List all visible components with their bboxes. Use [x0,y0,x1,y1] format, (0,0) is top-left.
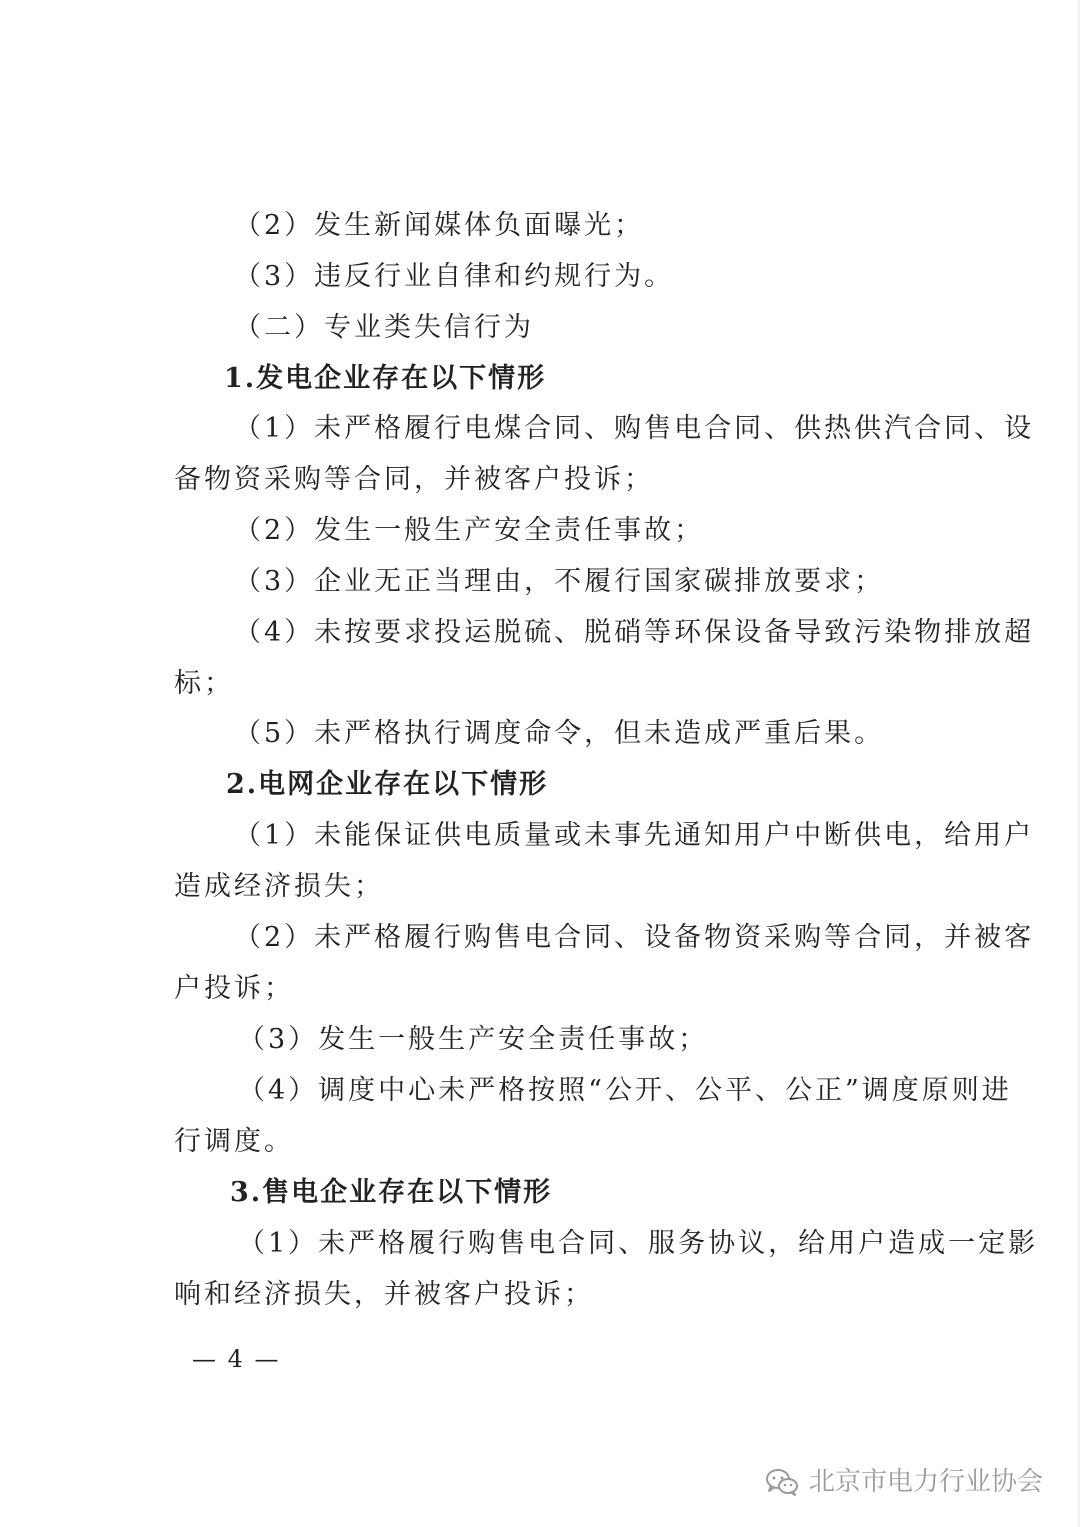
watermark [765,1465,1043,1499]
section-heading: 1.发电企业存在以下情形 [224,363,547,394]
text-line: （1）未严格履行购售电合同、服务协议，给用户造成一定影 [238,1228,1039,1259]
text-line: （1）未能保证供电质量或未事先通知用户中断供电，给用户 [234,820,1035,851]
text-line: （2）未严格履行购售电合同、设备物资采购等合同，并被客 [234,922,1035,953]
text-line: （3）发生一般生产安全责任事故； [238,1024,709,1055]
text-line: （4）未按要求投运脱硫、脱硝等环保设备导致污染物排放超 [234,617,1035,648]
text-line: （3）企业无正当理由，不履行国家碳排放要求； [234,566,885,597]
text-line: （1）未严格履行电煤合同、购售电合同、供热供汽合同、设 [234,413,1035,444]
text-line: 造成经济损失； [174,871,384,902]
text-line: （4）调度中心未严格按照“公开、公平、公正”调度原则进 [238,1075,1012,1106]
text-line: 标； [174,668,234,699]
text-line: 备物资采购等合同，并被客户投诉； [174,464,654,495]
text-line: （2）发生一般生产安全责任事故； [234,515,705,546]
scan-edge [1076,0,1080,1527]
text-line: （5）未严格执行调度命令，但未造成严重后果。 [234,718,885,749]
page-number: — 4 — [192,1345,281,1373]
text-line: 户投诉； [174,973,294,1004]
text-line: （2）发生新闻媒体负面曝光； [234,210,645,241]
text-line: 行调度。 [174,1126,294,1157]
text-line: （二）专业类失信行为 [234,312,534,343]
text-line: （3）违反行业自律和约规行为。 [234,261,675,292]
section-heading: 2.电网企业存在以下情形 [226,769,549,800]
text-line: 响和经济损失，并被客户投诉； [174,1279,594,1310]
wechat-icon [765,1467,799,1497]
section-heading: 3.售电企业存在以下情形 [230,1177,553,1208]
watermark-text: 北京市电力行业协会 [809,1467,1044,1497]
